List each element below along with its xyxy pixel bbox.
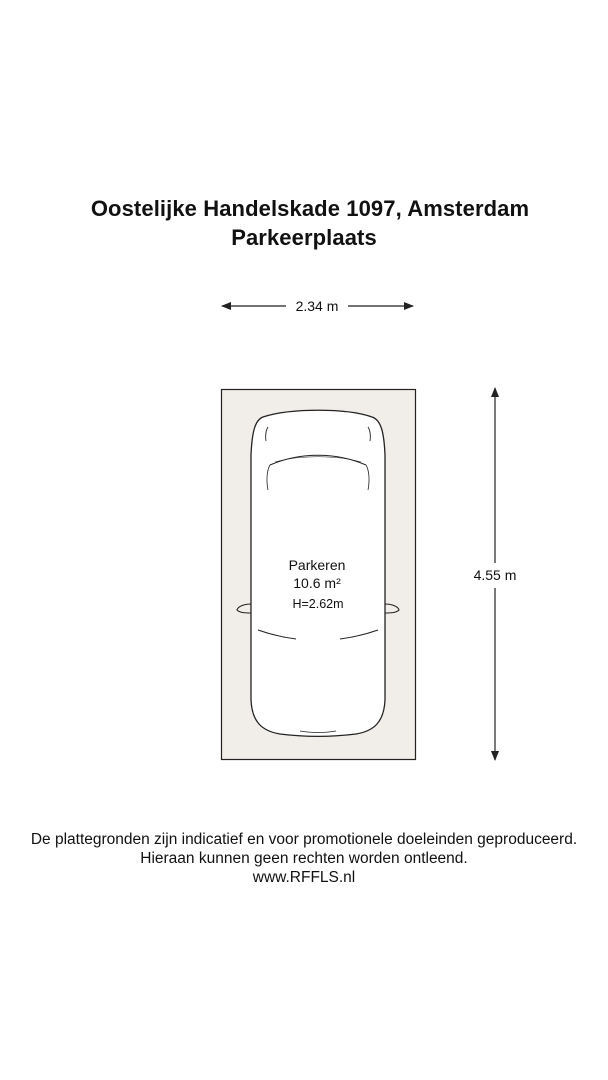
width-label: 2.34 m — [295, 298, 339, 314]
width-dimension — [222, 298, 413, 314]
disclaimer-line: Hieraan kunnen geen rechten worden ontleend. — [140, 850, 468, 867]
length-label: 4.55 m — [473, 567, 517, 583]
room-area: 10.6 m² — [293, 575, 341, 591]
address-title: Oostelijke Handelskade 1097, Amsterdam — [90, 196, 530, 221]
room-name: Parkeren — [288, 557, 346, 573]
car-icon — [237, 410, 399, 736]
length-dimension — [474, 388, 517, 760]
floor-title: Parkeerplaats — [231, 225, 377, 250]
disclaimer-line: De plattegronden zijn indicatief en voor promotionele doeleinden geproduceerd. — [30, 831, 578, 848]
website-link[interactable]: www.RFFLS.nl — [252, 869, 356, 886]
room-height: H=2.62m — [292, 597, 344, 611]
